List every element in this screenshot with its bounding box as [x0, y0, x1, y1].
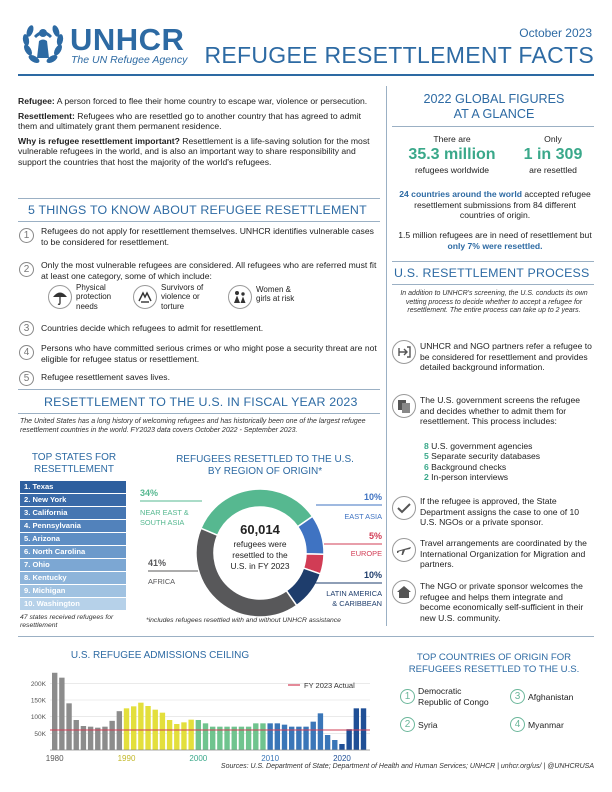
origin-name-4: Myanmar [528, 720, 564, 730]
origin-number-3: 3 [510, 689, 525, 704]
origins-title [392, 652, 596, 675]
thing-text-1: Refugees do not apply for resettlement themselves. UNHCR identifies vulnerable cases to be considered for resettlement. [41, 226, 374, 247]
states-note: 47 states received refugees for resettlement [20, 614, 114, 630]
bottom-section-rule [18, 636, 594, 637]
airplane-icon [392, 538, 416, 562]
bar-2019 [332, 740, 337, 750]
why-def: Resettlement is a life-saving solution for the most vulnerable refugees in the world, and is also an important way to share responsibility and support the countries that host the majority of the world's refugees. [18, 135, 370, 167]
bar-2018 [325, 735, 330, 750]
state-row: 1. Texas [20, 481, 126, 493]
process-bottom-rule [392, 284, 594, 285]
donut-title-2: BY REGION OF ORIGIN* [207, 466, 323, 478]
state-row: 6. North Carolina [20, 546, 126, 558]
y-tick-label: 200K [30, 680, 46, 688]
label-value-east-asia: 10% [363, 492, 382, 502]
screening-item [424, 472, 592, 482]
category-violence [133, 283, 223, 315]
resettlement-def: Refugees who are resettled go to another country that has agreed to admit them and ultimately grant them permanent residence. [18, 110, 362, 132]
process-top-rule [392, 261, 594, 262]
states-title-1: TOP STATES FOR [31, 452, 117, 463]
process-step-3: If the refugee is approved, the State Department assigns the case to one of 10 U.S. NGOs or a private sponsor. [420, 496, 580, 528]
bar-2012 [282, 725, 287, 750]
bar-1993 [145, 706, 150, 750]
state-row: 8. Kentucky [20, 572, 126, 584]
bar-1980 [52, 673, 57, 750]
org-name: UNHCR [70, 22, 185, 57]
checkmark-icon [392, 496, 416, 520]
bar-1992 [138, 703, 143, 750]
thing-number-2: 2 [19, 262, 34, 277]
global-p2-bold: only 7% were resettled. [447, 240, 543, 251]
screening-item [424, 462, 592, 472]
stat-left-pre: There are [433, 134, 471, 144]
bar-1986 [95, 728, 100, 750]
bar-1999 [188, 720, 193, 750]
bar-2023 [361, 708, 366, 750]
category-physical-label: Physical protection needs [76, 283, 112, 311]
things-title: 5 THINGS TO KNOW ABOUT REFUGEE RESETTLEMENT [28, 203, 367, 217]
origin-number-2: 2 [400, 717, 415, 732]
fy-title: RESETTLEMENT TO THE U.S. IN FISCAL YEAR 2023 [44, 395, 358, 409]
label-latin-america: LATIN AMERICA [326, 589, 382, 598]
bar-1982 [66, 703, 71, 750]
global-p1-rest: accepted refugee resettlement submissions from 84 different countries of origin. [414, 189, 591, 221]
bar-1983 [74, 720, 79, 750]
bar-2017 [318, 713, 323, 750]
state-row: 10. Washington [20, 598, 126, 610]
unhcr-logo [20, 20, 220, 68]
fy-subtitle: The United States has a long history of welcoming refugees and has historically been one of the largest refugee resettlement countries in the world. FY2023 data covers October 2022 - September 2023. [20, 418, 366, 434]
state-row: 3. California [20, 507, 126, 519]
bar-2020 [339, 744, 344, 750]
thing-number-3: 3 [19, 321, 34, 336]
fy-bottom-rule [18, 413, 380, 414]
origin-name-2: Syria [418, 720, 438, 730]
process-step-5: The NGO or private sponsor welcomes the refugee and helps them integrate and become economically self-sufficient in their new U.S. community. [420, 581, 584, 623]
umbrella-icon [48, 285, 72, 309]
stat-right-big: 1 in 309 [523, 145, 583, 163]
y-tick-label: 100K [30, 714, 46, 722]
thing-number-5: 5 [19, 371, 34, 386]
process-intro: In addition to UNHCR's screening, the U.S. conducts its own vetting process to decide whether to accept a refugee for resettlement. The entire process can take up to 2 years. [400, 290, 588, 315]
laurel-person-icon [20, 22, 66, 68]
why-paragraph [18, 136, 380, 168]
origin-name-1-line2: Republic of Congo [418, 696, 489, 707]
refugee-def: A person forced to flee their home country to escape war, violence or persecution. [54, 96, 368, 106]
donut-title-1: REFUGEES RESETTLED TO THE U.S. [176, 454, 354, 465]
resettlement-definition [18, 111, 380, 132]
global-p2-start: 1.5 million refugees are in need of resettlement but [398, 230, 592, 240]
bar-2021 [346, 729, 351, 750]
stat-right-pre: Only [544, 134, 562, 144]
bar-2008 [253, 723, 258, 750]
screening-num: 8 [424, 441, 429, 451]
header-divider [18, 74, 594, 76]
bar-2001 [203, 723, 208, 750]
page-title: REFUGEE RESETTLEMENT FACTS [204, 42, 594, 68]
label-latin-america: & CARIBBEAN [332, 599, 382, 608]
bar-1990 [124, 708, 129, 750]
arrow-in-icon [392, 340, 416, 364]
origins-title-2: REFUGEES RESETTLED TO THE U.S. [408, 663, 580, 675]
state-row: 4. Pennsylvania [20, 520, 126, 532]
stat-right-post: are resettled [529, 164, 577, 175]
process-step-1: UNHCR and NGO partners refer a refugee to be considered for resettlement and provides detailed background information. [420, 341, 592, 373]
thing-text-4: Persons who have committed serious crimes or who might pose a security threat are not eligible for refugee status or resettlement. [41, 343, 377, 364]
stat-left-post: refugees worldwide [414, 164, 490, 175]
screening-num: 5 [424, 451, 429, 462]
category-women [228, 283, 318, 315]
screening-num: 2 [424, 471, 429, 482]
state-row: 7. Ohio [20, 559, 126, 571]
label-europe: EUROPE [350, 549, 382, 558]
thing-text-3: Countries decide which refugees to admit for resettlement. [41, 323, 264, 333]
bar-2010 [267, 723, 272, 750]
origin-name-1-line1: Democratic [418, 686, 462, 696]
donut-center-text: U.S. in FY 2023 [230, 561, 290, 571]
thing-number-1: 1 [19, 228, 34, 243]
category-violence-label: Survivors of violence or torture [161, 283, 204, 311]
screening-label: Separate security databases [431, 451, 541, 462]
origin-name-3: Afghanistan [528, 692, 574, 702]
house-icon [392, 580, 416, 604]
category-physical [48, 283, 128, 315]
resettled-ratio-stat [508, 134, 598, 175]
bar-1988 [109, 721, 114, 750]
screening-label: In-person interviews [431, 471, 509, 482]
label-africa: AFRICA [148, 577, 176, 586]
origins-title-1: TOP COUNTRIES OF ORIGIN FOR [416, 652, 572, 663]
y-tick-label: 50K [34, 730, 46, 738]
screening-num: 6 [424, 461, 429, 472]
donut-center-text: refugees were [233, 539, 287, 549]
x-tick-label: 1980 [45, 754, 64, 763]
global-p1-bold: 24 countries around the world [399, 189, 522, 199]
label-east-asia: EAST ASIA [344, 512, 382, 521]
refugee-term: Refugee: [18, 96, 55, 106]
bar-1989 [117, 711, 122, 750]
thing-number-4: 4 [19, 345, 34, 360]
bar-1997 [174, 724, 179, 750]
origin-number-1: 1 [400, 689, 415, 704]
origin-name-1 [418, 686, 489, 707]
screening-label: U.S. government agencies [431, 441, 533, 451]
column-divider [386, 86, 387, 626]
category-women-label: Women & girls at risk [256, 285, 295, 304]
bar-1998 [181, 722, 186, 750]
refugees-worldwide-stat [392, 134, 512, 175]
why-term: Why is refugee resettlement important? [18, 135, 180, 146]
label-value-latin-america: 10% [363, 570, 382, 580]
resettlement-term: Resettlement: [18, 110, 75, 121]
label-near-east: NEAR EAST & [140, 508, 189, 517]
thing-text-5: Refugee resettlement saves lives. [41, 372, 170, 382]
x-tick-label: 2010 [261, 754, 280, 763]
bar-1996 [167, 720, 172, 750]
x-tick-label: 2000 [189, 754, 208, 763]
x-tick-label: 2020 [333, 754, 351, 763]
label-value-africa: 41% [148, 558, 167, 568]
global-paragraph-1 [396, 189, 594, 221]
fy-top-rule [18, 389, 380, 390]
footer-sources: Sources: U.S. Department of State; Department of Health and Human Services; UNHCR | unhcr.org/us/ | @UNHCRUSA [220, 763, 594, 770]
stat-left-big: 35.3 million [408, 145, 496, 163]
things-top-rule [18, 198, 380, 199]
bar-2009 [260, 723, 265, 750]
screening-item [424, 441, 592, 451]
screening-list [424, 441, 592, 482]
things-bottom-rule [18, 221, 380, 222]
bar-1991 [131, 706, 136, 750]
donut-center-text: resettled to the [232, 550, 288, 560]
state-row: 5. Arizona [20, 533, 126, 545]
states-title-2: RESETTLEMENT [33, 464, 114, 476]
label-value-near-east: 34% [140, 488, 159, 498]
hands-icon [133, 285, 157, 309]
legend-label: FY 2023 Actual [304, 681, 355, 690]
donut-title [150, 454, 380, 479]
bar-1995 [160, 713, 165, 750]
origin-number-4: 4 [510, 717, 525, 732]
region-donut-chart [136, 481, 386, 626]
bar-2011 [275, 723, 280, 750]
states-title [20, 452, 128, 477]
women-icon [228, 285, 252, 309]
label-value-europe: 5% [368, 531, 382, 541]
state-row: 2. New York [20, 494, 126, 506]
label-near-east: SOUTH ASIA [140, 518, 185, 527]
bar-1981 [59, 678, 64, 750]
refugee-definition [18, 96, 380, 107]
bar-chart-title: U.S. REFUGEE ADMISSIONS CEILING [70, 650, 250, 661]
process-title: U.S. RESETTLEMENT PROCESS [394, 266, 590, 280]
thing-text-2: Only the most vulnerable refugees are considered. All refugees who are referred must fit at least one category, some of which include: [41, 260, 377, 281]
org-tagline: The UN Refugee Agency [71, 54, 188, 66]
bar-2016 [311, 722, 316, 750]
process-step-2: The U.S. government screens the refugee and decides whether to admit them for resettlement. This process includes: [420, 395, 581, 427]
screening-label: Background checks [431, 461, 507, 472]
y-tick-label: 150K [30, 697, 46, 705]
global-paragraph-2 [396, 230, 594, 251]
global-title-rule [392, 126, 594, 127]
process-step-4: Travel arrangements are coordinated by the International Organization for Migration and partners. [420, 538, 587, 570]
screening-item [424, 451, 592, 461]
bar-2022 [354, 708, 359, 750]
donut-footnote: *includes refugees resettled with and without UNHCR assistance [146, 617, 341, 624]
global-title-line2: AT A GLANCE [453, 107, 535, 121]
admissions-ceiling-chart [20, 648, 380, 773]
state-row: 9. Michigan [20, 585, 126, 597]
documents-icon [392, 394, 416, 418]
x-tick-label: 1990 [117, 754, 136, 763]
intro-block [18, 96, 380, 168]
global-title-line1: 2022 GLOBAL FIGURES [423, 92, 565, 106]
bar-2000 [196, 720, 201, 750]
header-date: October 2023 [519, 26, 592, 40]
global-title [392, 92, 596, 122]
donut-center-number: 60,014 [240, 522, 280, 537]
